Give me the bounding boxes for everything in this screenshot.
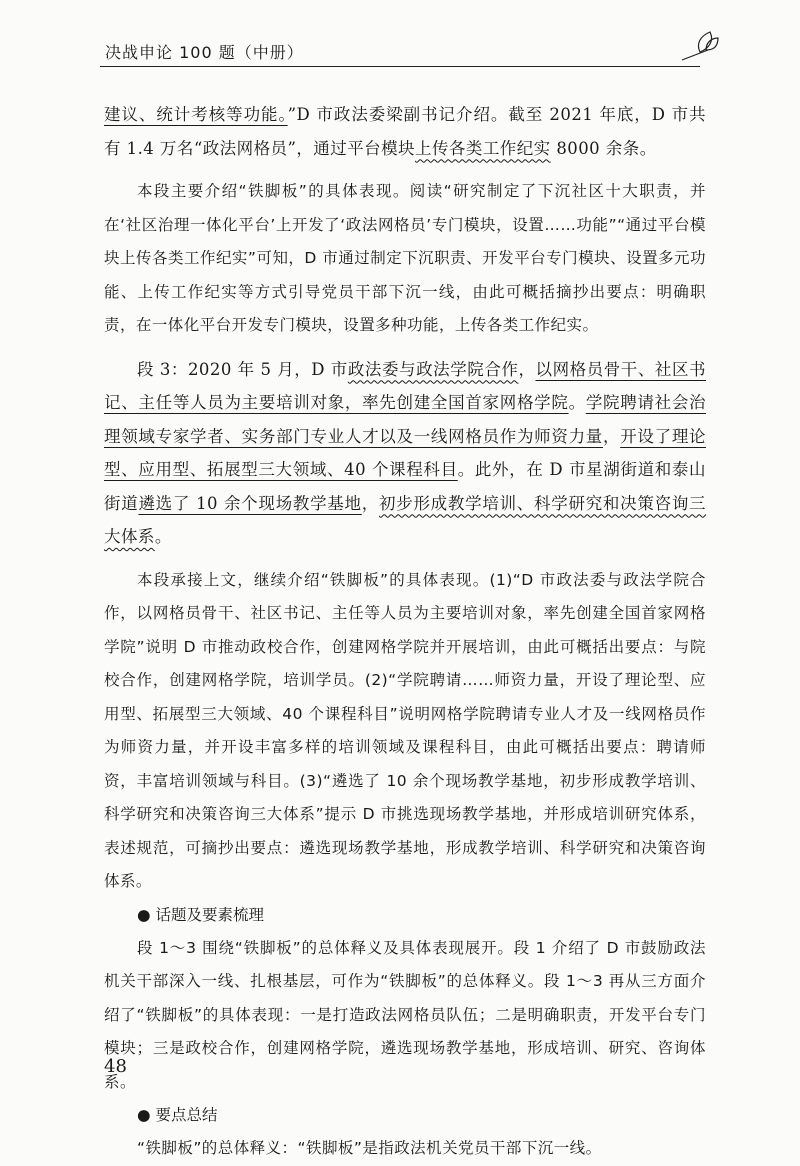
page-content (104, 98, 706, 1166)
page-number: 48 (104, 1056, 127, 1077)
heading-summary: ● 要点总结 (137, 1106, 218, 1124)
summary-body: “铁脚板”的总体释义：“铁脚板”是指政法机关党员干部下沉一线。 (137, 1139, 602, 1157)
underline-functions: 建议、统计考核等功能。 (104, 105, 288, 124)
paragraph-1-excerpt: 建议、统计考核等功能。”D 市政法委梁副书记介绍。截至 2021 年底，D 市共有 1.4 万名“政法网格员”，通过平台模块上传各类工作纪实 8000 余条。 (104, 105, 707, 158)
topics-body: 段 1～3 围绕“铁脚板”的总体释义及具体表现展开。段 1 介绍了 D 市鼓励政法机关干部深入一线、扎根基层，可作为“铁脚板”的总体释义。段 1～3 再从三方面介绍了“铁脚板”的具体表现：一是打造政法网格员队伍；二是明确职责，开发平台专门模块；三是政校合作，创建网格学院，遴选现场教学基地，形成培训、研究、咨询体系。 (104, 938, 706, 1091)
running-header: 决战申论 100 题（中册） (105, 43, 304, 62)
analysis-paragraph-3: 本段承接上文，继续介绍“铁脚板”的具体表现。(1)“D 市政法委与政法学院合作，以网格员骨干、社区书记、主任等人员为主要培训对象，率先创建全国首家网格学院”说明 D 市推动政校合作，创建网格学院并开展培训，由此可概括出要点：与院校合作，创建网格学院，培训学员。(2)“学院聘请……师资力量，开设了理论型、应用型、拓展型三大领域、40 个课程科目”说明网格学院聘请专业人才及一线网格员作为师资力量，并开设丰富多样的培训领域及课程科目，由此可概括出要点：聘请师资，丰富培训领域与科目。(3)“遴选了 10 余个现场教学基地，初步形成教学培训、科学研究和决策咨询三大体系”提示 D 市挑选现场教学基地，并形成培训研究体系，表述规范，可摘抄出要点：遴选现场教学基地，形成教学培训、科学研究和决策咨询体系。 (104, 570, 706, 890)
underline-upload: 上传各类工作纪实 (415, 138, 551, 158)
analysis-paragraph-2: 本段主要介绍“铁脚板”的具体表现。阅读“研究制定了下沉社区十大职责，并在‘社区治理一体化平台’上开发了‘政法网格员’专门模块，设置……功能”“通过平台模块上传各类工作纪实”可知，D 市通过制定下沉职责、开发平台专门模块、设置多元功能、上传工作纪实等方式引导党员干部下沉一线，由此可概括摘抄出要点：明确职责，在一体化平台开发专门模块，设置多种功能，上传各类工作纪实。 (104, 182, 706, 334)
heading-topics: ● 话题及要素梳理 (137, 905, 264, 924)
paragraph-3-excerpt: 段 3：2020 年 5 月，D 市政法委与政法学院合作，以网格员骨干、社区书记、主任等人员为主要培训对象，率先创建全国首家网格学院。学院聘请社会治理领域专家学者、实务部门专业人才以及一线网格员作为师资力量，开设了理论型、应用型、拓展型三大领域、40 个课程科目。此外，在 D 市星湖街道和泰山街道遴选了 10 余个现场教学基地，初步形成教学培训、科学研究和决策咨询三大体系。 (104, 359, 707, 546)
leaf-ornament-icon (676, 20, 720, 64)
header-rule (100, 66, 700, 67)
